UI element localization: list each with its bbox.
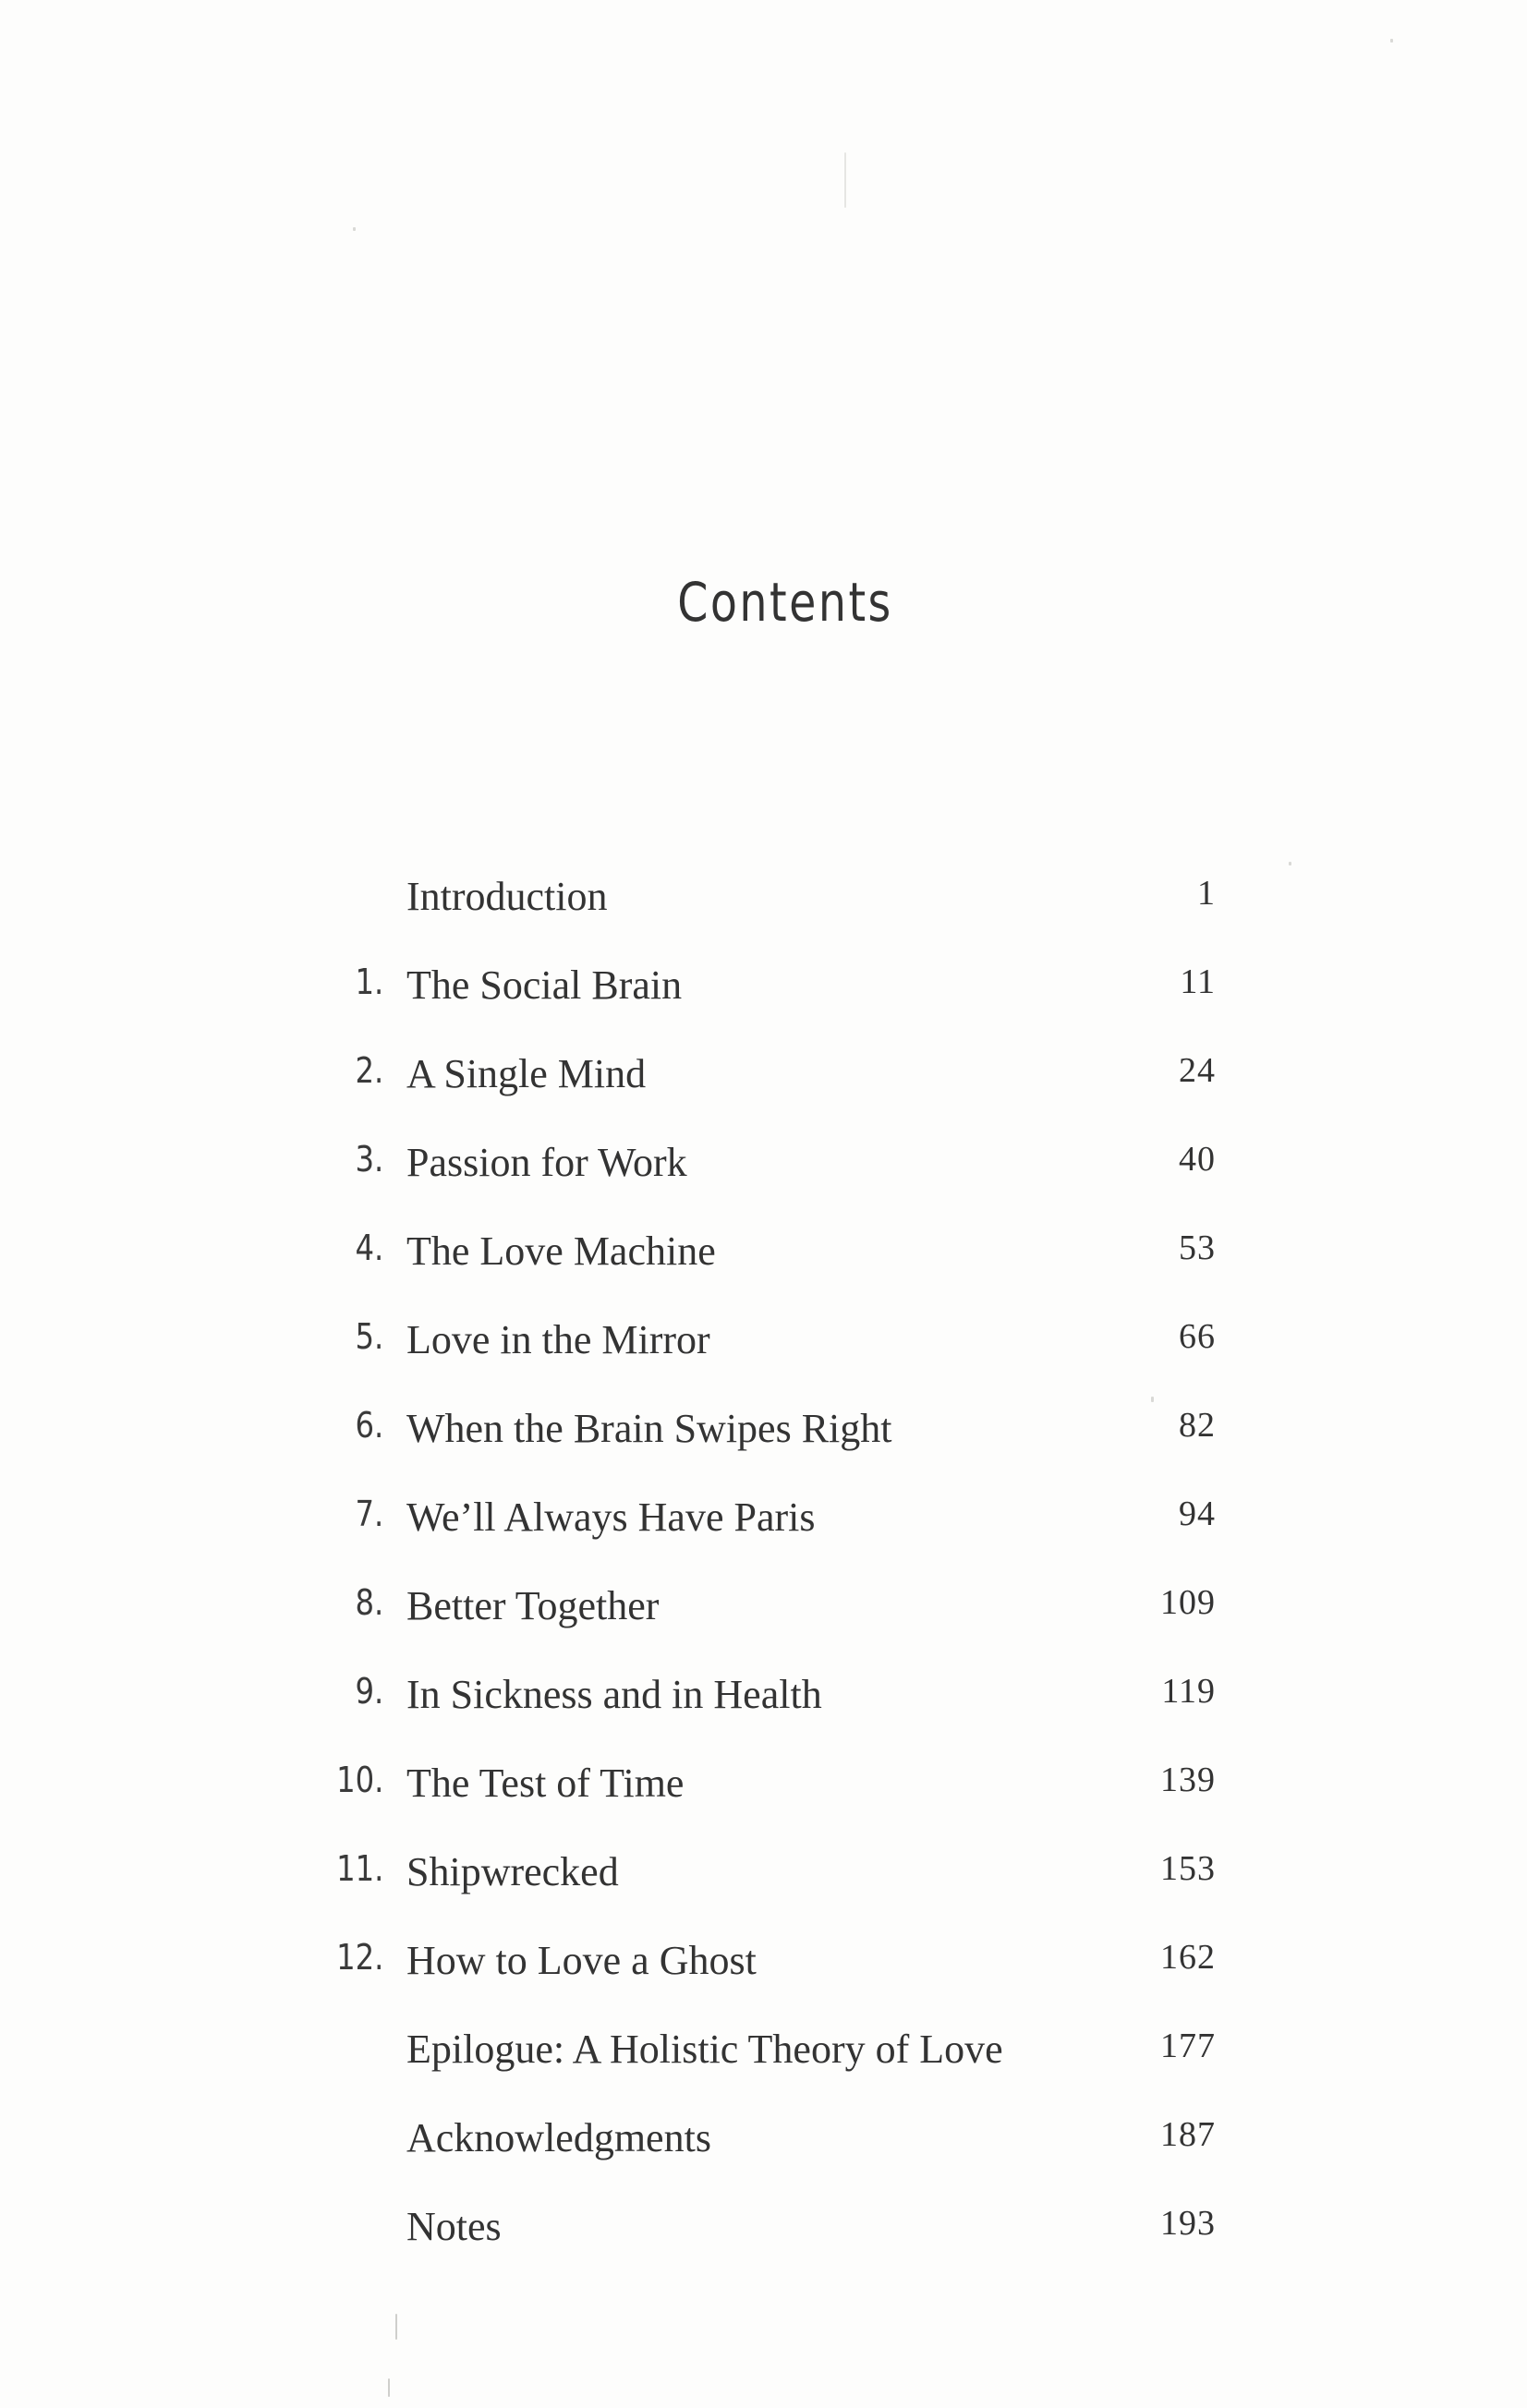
chapter-number: 11.	[335, 1848, 383, 1889]
toc-entry-chapter-7	[0, 1494, 1527, 1549]
toc-entry-chapter-8	[0, 1582, 1527, 1638]
entry-page-number: 119	[1161, 1672, 1216, 1711]
entry-page-number: 1	[1197, 874, 1216, 913]
chapter-number: 1.	[355, 962, 383, 1002]
entry-page-number: 82	[1179, 1406, 1216, 1445]
toc-entry-chapter-10	[0, 1760, 1527, 1815]
entry-title: Notes	[406, 2204, 502, 2249]
entry-page-number: 162	[1160, 1938, 1216, 1977]
entry-title: Introduction	[406, 874, 608, 919]
entry-title: Acknowledgments	[406, 2115, 711, 2160]
entry-page-number: 187	[1160, 2115, 1216, 2154]
entry-page-number: 153	[1160, 1849, 1216, 1888]
entry-title: The Love Machine	[406, 1228, 716, 1274]
toc-entry-notes	[0, 2203, 1527, 2258]
toc-entry-chapter-5	[0, 1316, 1527, 1372]
toc-entry-chapter-3	[0, 1139, 1527, 1194]
toc-entry-introduction	[0, 873, 1527, 928]
entry-page-number: 24	[1179, 1051, 1216, 1090]
toc-entry-chapter-9	[0, 1671, 1527, 1726]
entry-page-number: 193	[1160, 2204, 1216, 2243]
toc-entry-epilogue	[0, 2026, 1527, 2081]
entry-title: How to Love a Ghost	[406, 1938, 757, 1983]
chapter-number: 4.	[355, 1228, 383, 1268]
chapter-number: 3.	[355, 1139, 383, 1180]
entry-page-number: 11	[1180, 962, 1216, 1001]
entry-page-number: 66	[1179, 1317, 1216, 1356]
entry-title: Epilogue: A Holistic Theory of Love	[406, 2027, 1003, 2072]
toc-entry-chapter-12	[0, 1937, 1527, 1992]
chapter-number: 8.	[355, 1582, 383, 1623]
chapter-number: 12.	[335, 1937, 383, 1978]
toc-entry-chapter-4	[0, 1228, 1527, 1283]
entry-page-number: 177	[1160, 2027, 1216, 2065]
chapter-number: 10.	[335, 1760, 383, 1800]
entry-title: We’ll Always Have Paris	[406, 1494, 816, 1540]
entry-page-number: 53	[1179, 1228, 1216, 1267]
chapter-number: 6.	[355, 1405, 383, 1446]
entry-page-number: 139	[1160, 1761, 1216, 1799]
entry-title: Passion for Work	[406, 1140, 687, 1185]
entry-title: Love in the Mirror	[406, 1317, 710, 1362]
entry-title: In Sickness and in Health	[406, 1672, 822, 1717]
toc-entry-chapter-11	[0, 1848, 1527, 1904]
entry-page-number: 94	[1179, 1494, 1216, 1533]
entry-title: Better Together	[406, 1583, 660, 1628]
entry-title: Shipwrecked	[406, 1849, 619, 1894]
entry-page-number: 109	[1160, 1583, 1216, 1622]
entry-title: The Test of Time	[406, 1761, 685, 1806]
toc-entry-chapter-1	[0, 962, 1527, 1017]
page-title: Contents	[677, 571, 893, 634]
chapter-number: 2.	[355, 1050, 383, 1091]
toc-entry-chapter-6	[0, 1405, 1527, 1460]
chapter-number: 9.	[355, 1671, 383, 1712]
toc-entry-chapter-2	[0, 1050, 1527, 1106]
entry-title: A Single Mind	[406, 1051, 647, 1096]
chapter-number: 5.	[355, 1316, 383, 1357]
entry-title: The Social Brain	[406, 962, 683, 1008]
toc-entry-acknowledgments	[0, 2114, 1527, 2170]
entry-title: When the Brain Swipes Right	[406, 1406, 892, 1451]
entry-page-number: 40	[1179, 1140, 1216, 1179]
chapter-number: 7.	[355, 1494, 383, 1534]
